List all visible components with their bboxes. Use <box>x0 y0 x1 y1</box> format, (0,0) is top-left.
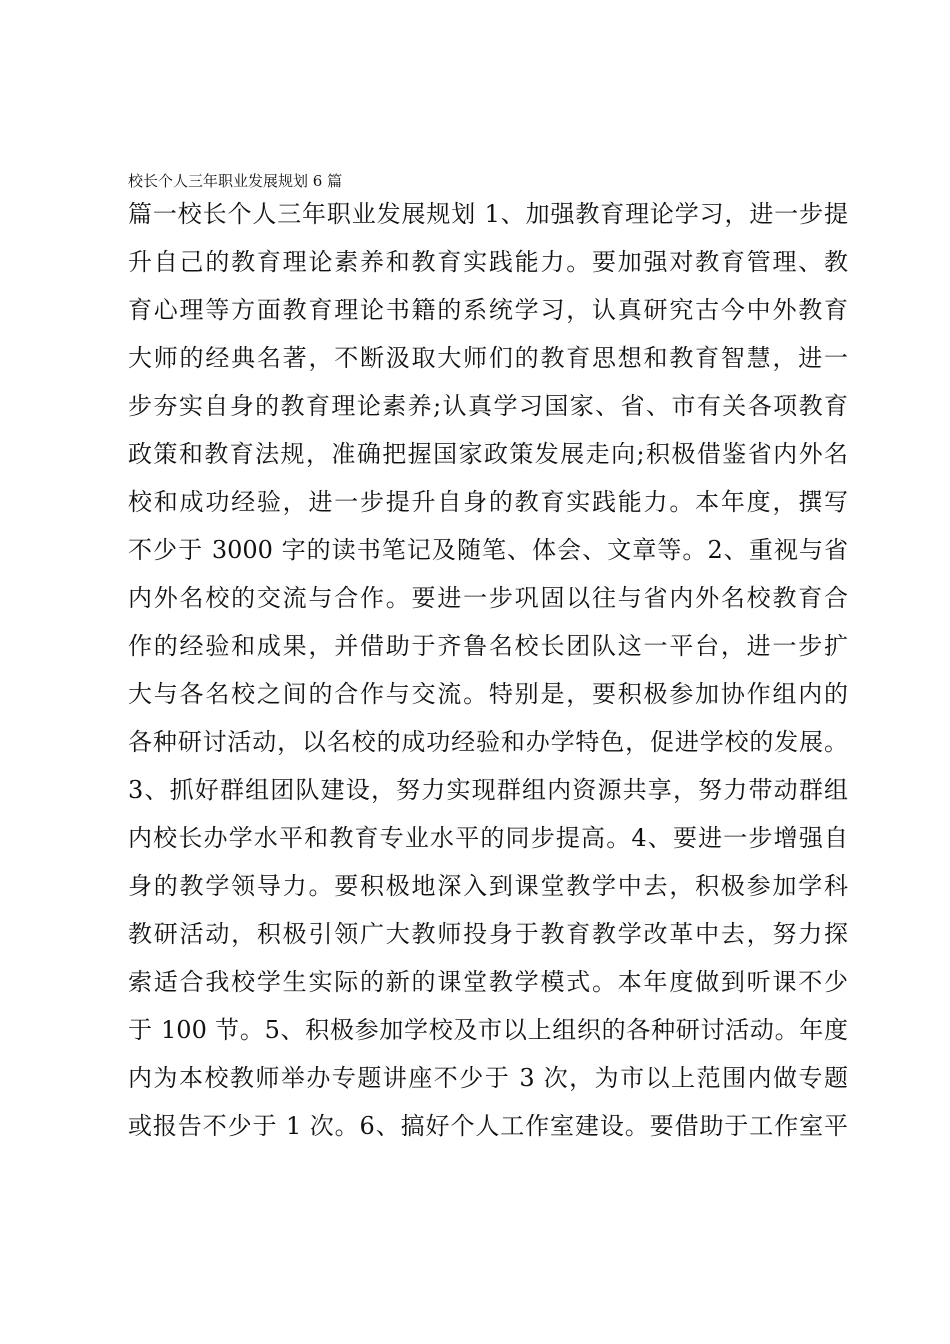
body-line: 升自己的教育理论素养和教育实践能力。要加强对教育管理、教 <box>128 248 848 276</box>
body-line: 内校长办学水平和教育专业水平的同步提高。4、要进一步增强自 <box>128 824 848 852</box>
body-line: 内外名校的交流与合作。要进一步巩固以往与省内外名校教育合 <box>128 584 848 612</box>
document-body <box>128 190 848 1150</box>
body-line: 作的经验和成果，并借助于齐鲁名校长团队这一平台，进一步扩 <box>128 632 848 660</box>
document-title: 校长个人三年职业发展规划 6 篇 <box>128 172 343 190</box>
body-line: 各种研讨活动，以名校的成功经验和办学特色，促进学校的发展。 <box>128 728 848 756</box>
body-line: 身的教学领导力。要积极地深入到课堂教学中去，积极参加学科 <box>128 872 848 900</box>
body-line: 校和成功经验，进一步提升自身的教育实践能力。本年度，撰写 <box>128 488 848 516</box>
body-line: 教研活动，积极引领广大教师投身于教育教学改革中去，努力探 <box>128 920 848 948</box>
body-line: 于 100 节。5、积极参加学校及市以上组织的各种研讨活动。年度 <box>128 1016 848 1044</box>
body-line: 内为本校教师举办专题讲座不少于 3 次，为市以上范围内做专题 <box>128 1064 848 1092</box>
body-line: 不少于 3000 字的读书笔记及随笔、体会、文章等。2、重视与省 <box>128 536 848 564</box>
body-line: 育心理等方面教育理论书籍的系统学习，认真研究古今中外教育 <box>128 296 848 324</box>
body-line: 政策和教育法规，准确把握国家政策发展走向;积极借鉴省内外名 <box>128 440 848 468</box>
body-line: 或报告不少于 1 次。6、搞好个人工作室建设。要借助于工作室平 <box>128 1112 848 1140</box>
body-line: 大师的经典名著，不断汲取大师们的教育思想和教育智慧，进一 <box>128 344 848 372</box>
body-line: 大与各名校之间的合作与交流。特别是，要积极参加协作组内的 <box>128 680 848 708</box>
body-line: 索适合我校学生实际的新的课堂教学模式。本年度做到听课不少 <box>128 968 848 996</box>
body-line: 篇一校长个人三年职业发展规划 1、加强教育理论学习，进一步提 <box>128 200 848 228</box>
body-line: 3、抓好群组团队建设，努力实现群组内资源共享，努力带动群组 <box>128 776 848 804</box>
body-line: 步夯实自身的教育理论素养;认真学习国家、省、市有关各项教育 <box>128 392 848 420</box>
